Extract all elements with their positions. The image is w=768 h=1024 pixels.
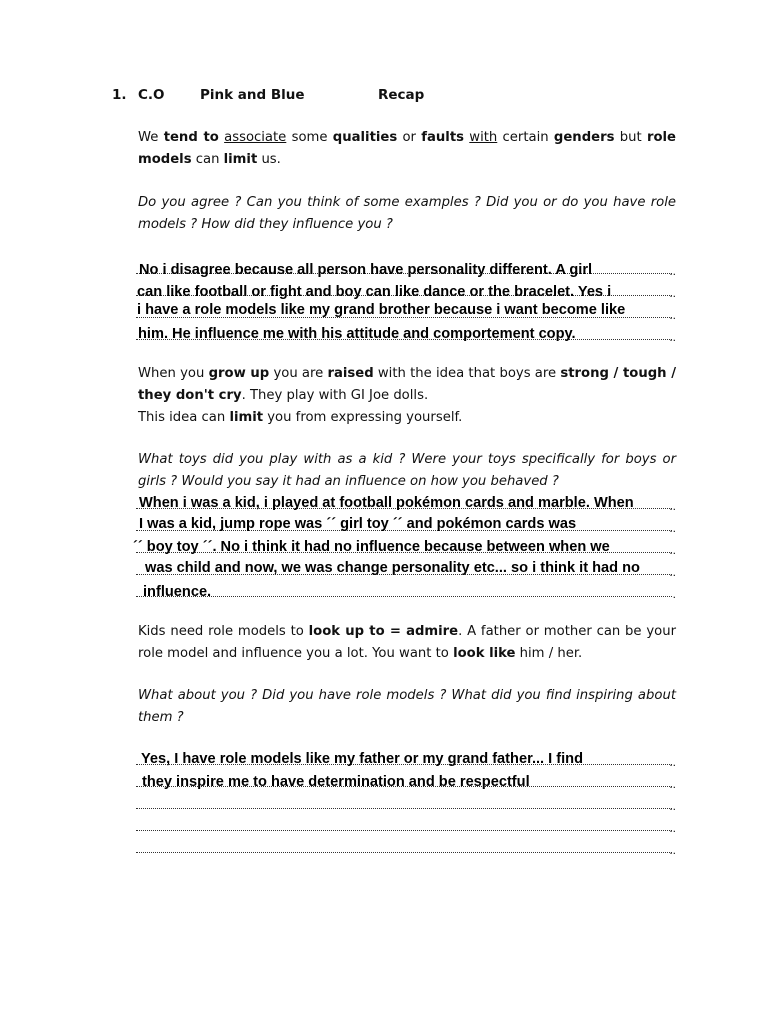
question-3-line-2: them ?: [138, 710, 184, 725]
question-2-line-1: What toys did you play with as a kid ? Were your toys specifically for boys or: [138, 452, 676, 467]
question-1-line-1: Do you agree ? Can you think of some examples ? Did you or do you have role: [138, 195, 676, 210]
question-3: [138, 685, 676, 729]
answer-2-line-2: ..: [136, 508, 672, 531]
answer-2-text-1: When i was a kid, i played at football pokémon cards and marble. When: [139, 495, 634, 511]
intro-paragraph: [138, 127, 676, 171]
answer-2-text-4: was child and now, we was change personality etc... so i think it had no: [145, 560, 640, 576]
answer-3-line-1: ..: [136, 742, 672, 765]
answer-1-text-2: can like football or fight and boy can like dance or the bracelet. Yes i: [137, 284, 612, 300]
answer-1-line-2: ..: [136, 273, 672, 296]
answer-3-line-4: ..: [136, 808, 672, 831]
intro-line-1: We tend to associate some qualities or faults with certain genders but role: [138, 130, 676, 145]
question-1: [138, 192, 676, 236]
paragraph-role-models: [138, 621, 676, 665]
section-number: 1.: [112, 87, 127, 103]
answer-3-line-2: ..: [136, 764, 672, 787]
answer-3-text-2: they inspire me to have determination and be respectful: [142, 774, 530, 790]
question-2-line-2: girls ? Would you say it had an influence on how you behaved ?: [138, 474, 559, 489]
paragraph-grow-up-line-1: When you grow up you are raised with the idea that boys are strong / tough /: [138, 366, 677, 381]
answer-2-text-5: influence.: [143, 584, 212, 600]
answer-3-text-1: Yes, I have role models like my father or my grand father... I find: [141, 751, 584, 767]
section-code: C.O: [138, 87, 165, 103]
answer-2-line-5: .: [136, 574, 672, 597]
paragraph-role-models-line-1: Kids need role models to look up to = admire. A father or mother can be your: [138, 624, 676, 639]
answer-1-text-1: No i disagree because all person have personality different. A girl: [139, 262, 593, 278]
answer-3-line-5: ..: [136, 830, 672, 853]
answer-2-line-3: ..: [136, 530, 672, 553]
paragraph-role-models-line-2: role model and influence you a lot. You want to look like him / her.: [138, 646, 583, 661]
answer-1-line-3: ..: [136, 295, 672, 318]
paragraph-grow-up-line-2: they don't cry. They play with GI Joe dolls.: [138, 388, 429, 403]
answer-1-text-4: him. He influence me with his attitude and comportement copy.: [138, 326, 576, 342]
section-subtitle: Recap: [378, 87, 425, 103]
answer-2-text-2: I was a kid, jump rope was ´´ girl toy ´´ and pokémon cards was: [139, 516, 577, 532]
question-1-line-2: models ? How did they influence you ?: [138, 217, 393, 232]
intro-line-2: models can limit us.: [138, 152, 281, 167]
section-title: Pink and Blue: [200, 87, 305, 103]
answer-2-line-1: ..: [136, 486, 672, 509]
answer-2-text-3: ´´ boy toy ´´. No i think it had no influence because between when we: [133, 539, 610, 555]
answer-2-line-4: ..: [136, 552, 672, 575]
answer-1-text-3: i have a role models like my grand brother because i want become like: [137, 302, 626, 318]
paragraph-grow-up: [138, 363, 676, 429]
answer-1-line-1: ..: [136, 251, 672, 274]
answer-1-line-4: ..: [136, 317, 672, 340]
answer-3-line-3: ..: [136, 786, 672, 809]
question-3-line-1: What about you ? Did you have role models ? What did you find inspiring about: [138, 688, 676, 703]
paragraph-grow-up-line-3: This idea can limit you from expressing yourself.: [138, 410, 463, 425]
